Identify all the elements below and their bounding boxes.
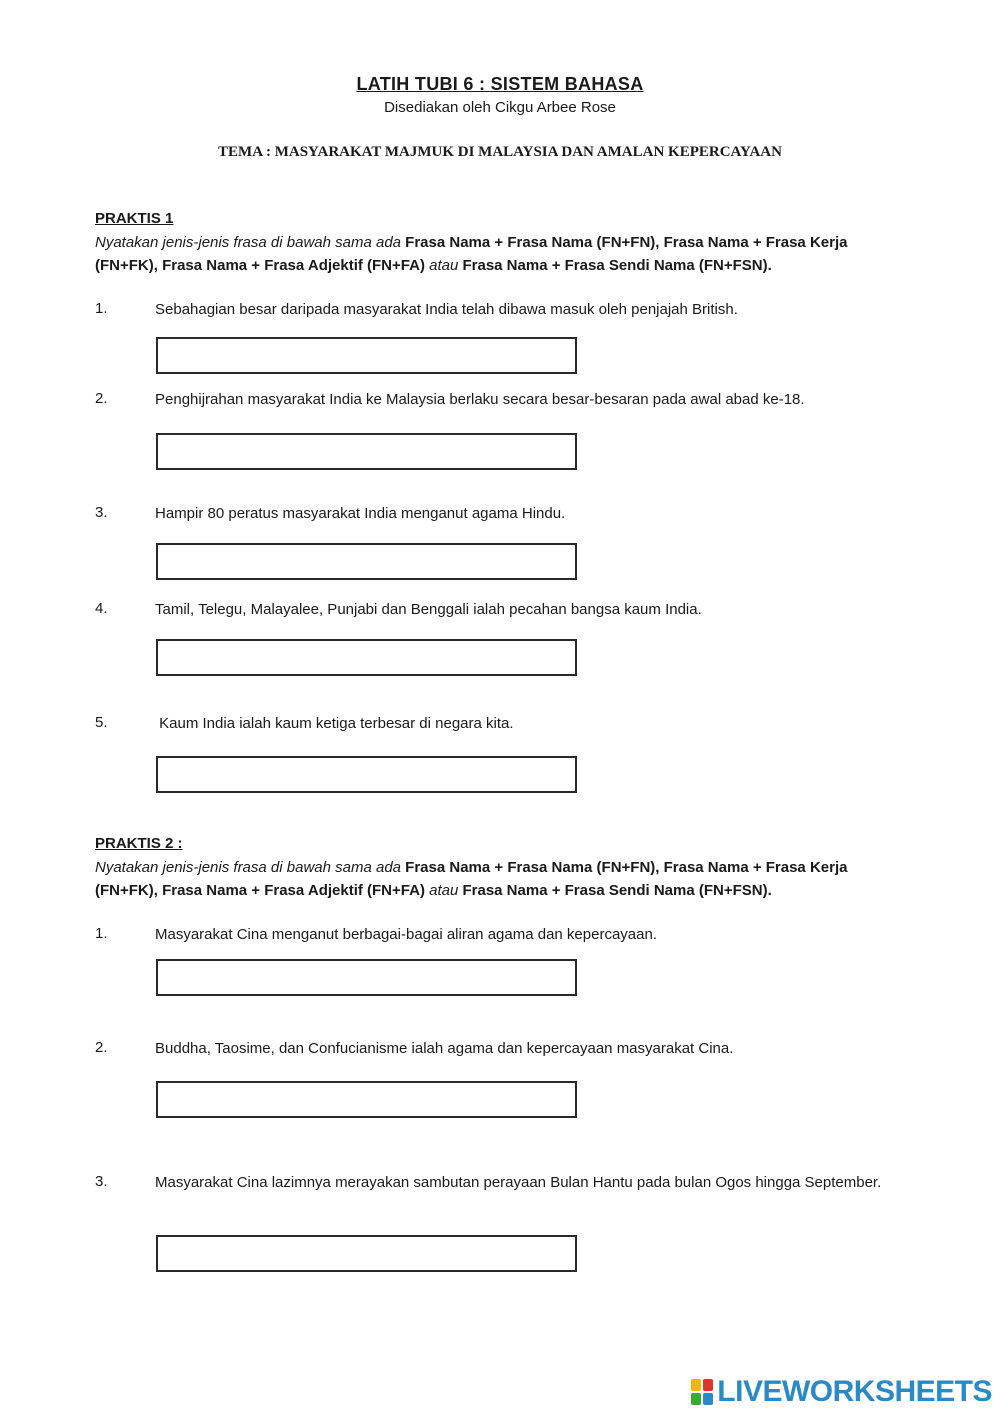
question-text: Tamil, Telegu, Malayalee, Punjabi dan Benggali ialah pecahan bangsa kaum India. [155, 601, 702, 618]
instruction-atau: atau [424, 882, 463, 899]
answer-input-p1-q2[interactable] [156, 433, 577, 470]
question-text: Penghijrahan masyarakat India ke Malaysia berlaku secara besar-besaran pada awal abad ke-18. [155, 391, 805, 408]
instruction-options: Frasa Nama + Frasa Nama (FN+FN), Frasa Nama + Frasa Kerja (FN+FK), Frasa Nama + Frasa Adjektif (FN+FA) [95, 859, 848, 899]
liveworksheets-logo-icon [691, 1379, 713, 1405]
instruction-lead: Nyatakan jenis-jenis frasa di bawah sama ada [95, 234, 406, 251]
question-number: 4. [95, 600, 108, 617]
question-text: Masyarakat Cina menganut berbagai-bagai aliran agama dan kepercayaan. [155, 926, 657, 943]
instruction-options: Frasa Nama + Frasa Nama (FN+FN), Frasa Nama + Frasa Kerja (FN+FK), Frasa Nama + Frasa Adjektif (FN+FA) [95, 234, 848, 274]
page-title: LATIH TUBI 6 : SISTEM BAHASA [356, 74, 644, 94]
question-text: Buddha, Taosime, dan Confucianisme ialah agama dan kepercayaan masyarakat Cina. [155, 1040, 734, 1057]
praktis-1-heading: PRAKTIS 1 [95, 210, 174, 227]
praktis-2-instruction [95, 856, 895, 902]
answer-input-p1-q3[interactable] [156, 543, 577, 580]
answer-input-p2-q3[interactable] [156, 1235, 577, 1272]
question-number: 2. [95, 1039, 108, 1056]
instruction-lead: Nyatakan jenis-jenis frasa di bawah sama ada [95, 859, 406, 876]
instruction-last-option: Frasa Nama + Frasa Sendi Nama (FN+FSN). [462, 257, 772, 274]
logo-text: LIVEWORKSHEETS [717, 1375, 992, 1408]
answer-input-p1-q1[interactable] [156, 337, 577, 374]
question-number: 2. [95, 390, 108, 407]
question-text: Sebahagian besar daripada masyarakat India telah dibawa masuk oleh penjajah British. [155, 301, 738, 318]
liveworksheets-logo [691, 1375, 992, 1409]
question-number: 1. [95, 925, 108, 942]
answer-input-p1-q4[interactable] [156, 639, 577, 676]
question-text: Masyarakat Cina lazimnya merayakan sambutan perayaan Bulan Hantu pada bulan Ogos hingga September. [155, 1174, 882, 1191]
instruction-atau: atau [424, 257, 463, 274]
answer-input-p1-q5[interactable] [156, 756, 577, 793]
question-number: 3. [95, 504, 108, 521]
praktis-1-instruction [95, 231, 895, 277]
question-number: 5. [95, 714, 108, 731]
theme-title: TEMA : MASYARAKAT MAJMUK DI MALAYSIA DAN AMALAN KEPERCAYAAN [218, 144, 782, 160]
answer-input-p2-q1[interactable] [156, 959, 577, 996]
question-text: Hampir 80 peratus masyarakat India menganut agama Hindu. [155, 505, 566, 522]
praktis-2-heading: PRAKTIS 2 : [95, 835, 183, 852]
question-text: Kaum India ialah kaum ketiga terbesar di negara kita. [155, 715, 514, 732]
answer-input-p2-q2[interactable] [156, 1081, 577, 1118]
author-line: Disediakan oleh Cikgu Arbee Rose [384, 99, 616, 116]
question-number: 3. [95, 1173, 108, 1190]
instruction-last-option: Frasa Nama + Frasa Sendi Nama (FN+FSN). [462, 882, 772, 899]
question-number: 1. [95, 300, 108, 317]
